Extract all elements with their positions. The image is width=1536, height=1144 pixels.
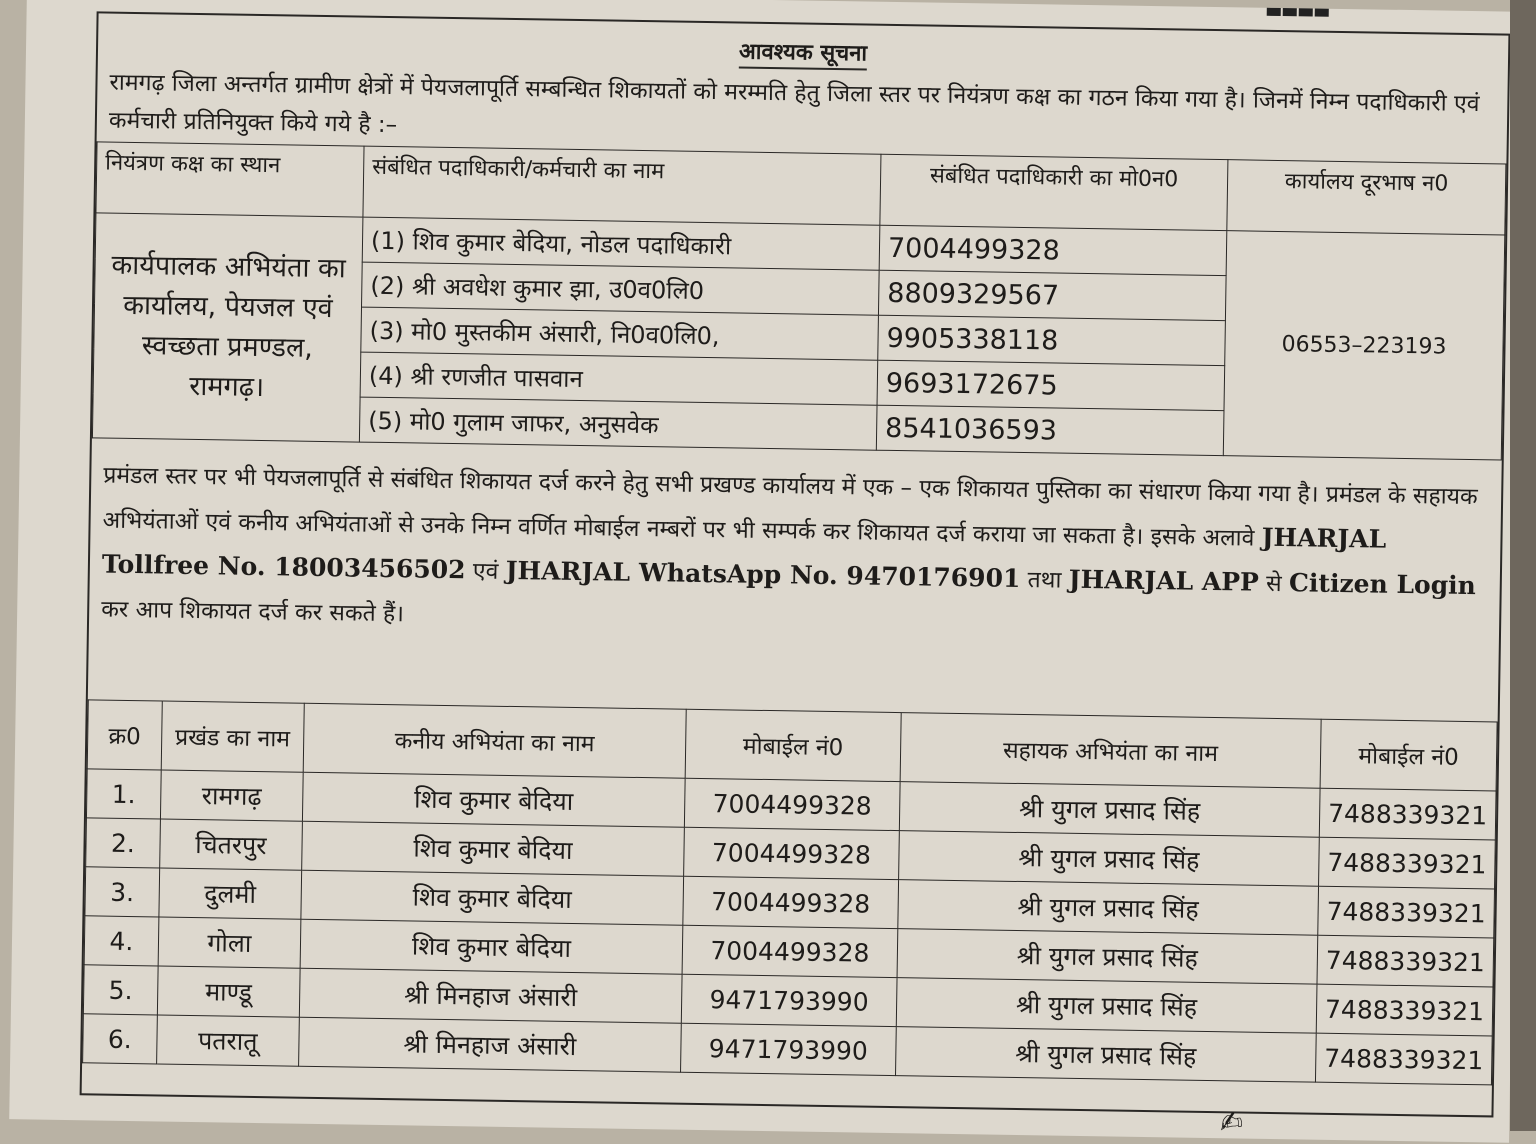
notice-title: आवश्यक सूचना — [98, 25, 1508, 77]
official-name: (5) मो0 गुलाम जाफर, अनुसवेक — [359, 397, 877, 450]
official-mobile: 9693172675 — [877, 360, 1225, 410]
notice-paper — [9, 0, 1527, 1143]
ae-name-cell: श्री युगल प्रसाद सिंह — [897, 929, 1318, 985]
complaint-paragraph — [101, 454, 1490, 654]
official-name: (2) श्री अवधेश कुमार झा, उ0व0लि0 — [362, 262, 880, 315]
block-cell: रामगढ़ — [160, 770, 303, 821]
je-mobile-cell: 7004499328 — [684, 827, 900, 879]
header-je-mobile: मोबाईल नं0 — [685, 709, 901, 781]
paragraph-text: प्रमंडल स्तर पर भी पेयजलापूर्ति से संबंधित शिकायत दर्ज करने हेतु सभी प्रखण्ड कार्यालय में एक – एक शिकायत पुस्तिका का संधारण किया गया है। प्रमंडल के सहायक अभियंताओं एवं कनीय अभियंताओं से उनके निम्न वर्णित मोबाईल नम्बरों पर भी सम्पर्क कर शिकायत दर्ज कराया जा सकता है। इसके अलावे — [102, 462, 1478, 552]
office-phone: 06553–223193 — [1223, 231, 1504, 460]
serial-cell: 1. — [86, 769, 160, 819]
je-mobile-cell: 7004499328 — [682, 925, 898, 977]
header-je-name: कनीय अभियंता का नाम — [303, 703, 686, 778]
notice-intro: रामगढ़ जिला अन्तर्गत ग्रामीण क्षेत्रों में पेयजलापूर्ति सम्बन्धित शिकायतों को मरम्मति हेतु जिला स्तर पर नियंत्रण कक्ष का गठन किया गया है। जिनमें निम्न पदाधिकारी एवं कर्मचारी प्रतिनियुक्त किये गये है :– — [108, 69, 1480, 139]
official-name: (1) शिव कुमार बेदिया, नोडल पदाधिकारी — [362, 217, 880, 270]
je-mobile-cell: 9471793990 — [680, 1023, 896, 1075]
ae-name-cell: श्री युगल प्रसाद सिंह — [895, 1027, 1316, 1083]
official-name: (3) मो0 मुस्तकीम अंसारी, नि0व0लि0, — [361, 307, 879, 360]
serial-cell: 2. — [86, 818, 160, 868]
ae-name-cell: श्री युगल प्रसाद सिंह — [896, 978, 1317, 1034]
stamp-mark — [1267, 8, 1347, 19]
header-block: प्रखंड का नाम — [161, 701, 304, 772]
block-cell: गोला — [158, 917, 301, 968]
header-ae-name: सहायक अभियंता का नाम — [900, 713, 1321, 789]
header-serial: क्र0 — [87, 700, 162, 770]
official-name: (4) श्री रणजीत पासवान — [360, 352, 878, 405]
serial-cell: 4. — [84, 916, 158, 966]
tollfree-number: JHARJAL Tollfree No. 18003456502 — [101, 522, 1387, 585]
je-mobile-cell: 9471793990 — [681, 974, 897, 1026]
header-location: नियंत्रण कक्ष का स्थान — [96, 142, 364, 217]
je-name-cell: श्री मिनहाज अंसारी — [299, 968, 682, 1023]
background-edge — [1510, 0, 1536, 1131]
official-mobile: 9905338118 — [878, 315, 1226, 365]
notice-frame — [80, 11, 1511, 1117]
official-mobile: 7004499328 — [879, 225, 1227, 275]
official-mobile: 8541036593 — [876, 405, 1224, 455]
paragraph-end: कर आप शिकायत दर्ज कर सकते हैं। — [101, 596, 405, 628]
serial-cell: 6. — [83, 1014, 157, 1064]
je-name-cell: शिव कुमार बेदिया — [300, 919, 683, 974]
je-mobile-cell: 7004499328 — [683, 876, 899, 928]
ae-name-cell: श्री युगल प्रसाद सिंह — [898, 880, 1319, 936]
header-office-phone: कार्यालय दूरभाष न0 — [1227, 160, 1506, 235]
serial-cell: 3. — [85, 867, 159, 917]
ae-name-cell: श्री युगल प्रसाद सिंह — [899, 782, 1320, 838]
header-ae-mobile: मोबाईल नं0 — [1320, 719, 1497, 791]
block-cell: माण्डू — [157, 966, 300, 1017]
ae-mobile-cell: 7488339321 — [1318, 886, 1495, 938]
jharjal-app: JHARJAL APP — [1068, 564, 1260, 597]
header-official-mobile: संबंधित पदाधिकारी का मो0न0 — [880, 154, 1228, 230]
block-cell: पतरातू — [156, 1015, 299, 1066]
je-name-cell: श्री मिनहाज अंसारी — [299, 1017, 682, 1072]
ae-mobile-cell: 7488339321 — [1316, 984, 1493, 1036]
je-name-cell: शिव कुमार बेदिया — [302, 772, 685, 827]
header-official-name: संबंधित पदाधिकारी/कर्मचारी का नाम — [363, 146, 881, 225]
ae-mobile-cell: 7488339321 — [1317, 935, 1494, 987]
tatha-word: तथा — [1027, 567, 1062, 594]
block-cell: चितरपुर — [159, 819, 302, 870]
whatsapp-number: JHARJAL WhatsApp No. 9470176901 — [505, 555, 1021, 593]
official-mobile: 8809329567 — [878, 270, 1226, 320]
ae-name-cell: श्री युगल प्रसाद सिंह — [899, 831, 1320, 887]
control-room-table — [92, 141, 1506, 460]
ae-mobile-cell: 7488339321 — [1319, 788, 1496, 840]
se-word: से — [1265, 570, 1282, 598]
block-cell: दुलमी — [159, 868, 302, 919]
ae-mobile-cell: 7488339321 — [1318, 837, 1495, 889]
je-name-cell: शिव कुमार बेदिया — [301, 870, 684, 925]
je-mobile-cell: 7004499328 — [684, 778, 900, 830]
ae-mobile-cell: 7488339321 — [1315, 1033, 1492, 1085]
je-name-cell: शिव कुमार बेदिया — [302, 821, 685, 876]
signature-mark: ✍ — [1217, 1104, 1245, 1140]
citizen-login: Citizen Login — [1288, 568, 1477, 601]
and-word: एवं — [472, 558, 499, 585]
serial-cell: 5. — [83, 965, 157, 1015]
office-location: कार्यपालक अभियंता का कार्यालय, पेयजल एवं स्वच्छता प्रमण्डल, रामगढ़। — [92, 213, 363, 442]
block-engineers-table — [82, 699, 1498, 1085]
